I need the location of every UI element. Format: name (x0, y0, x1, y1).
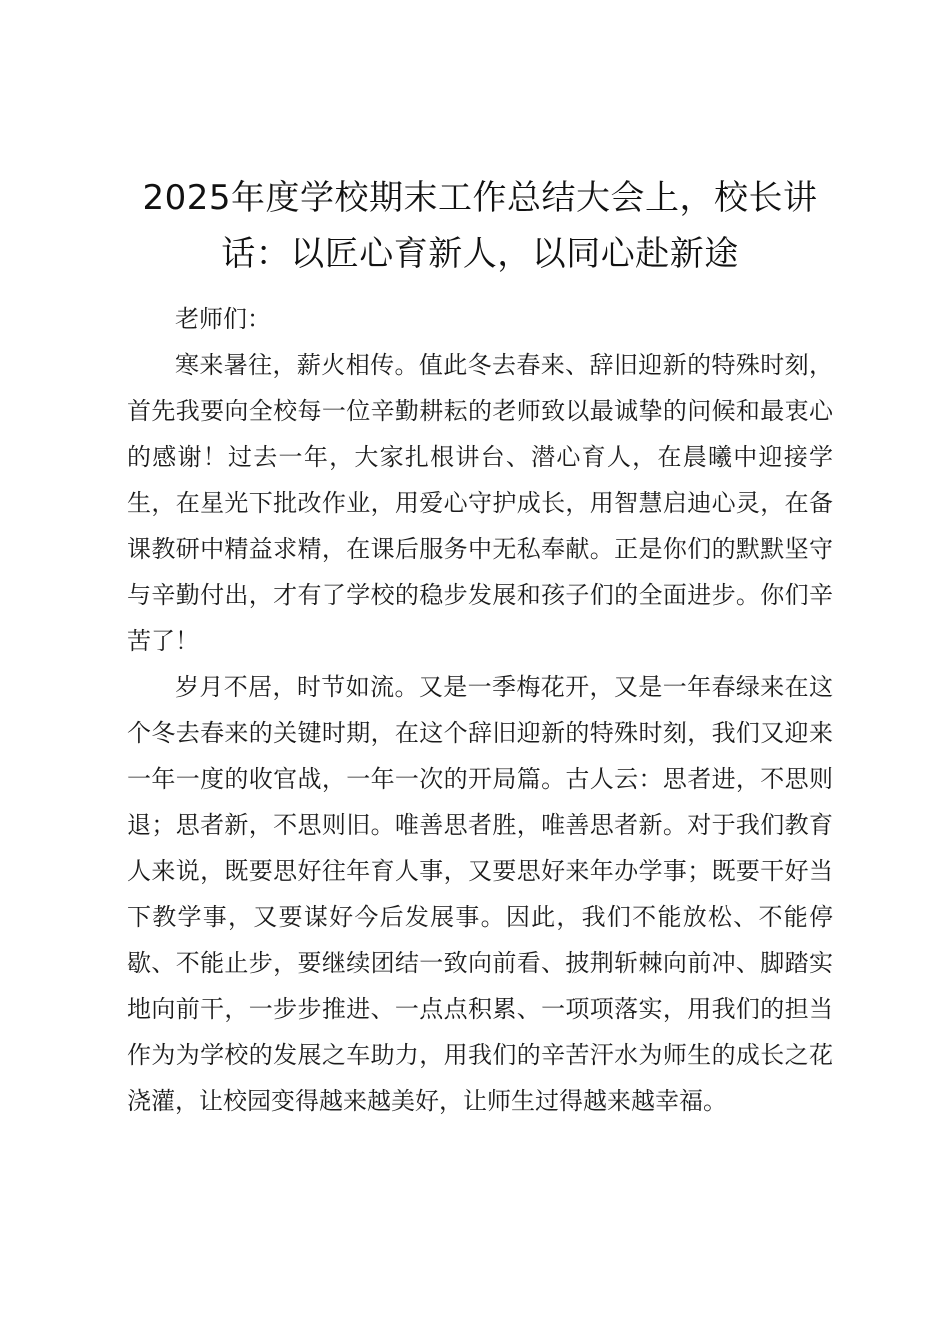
paragraph-1: 寒来暑往，薪火相传。值此冬去春来、辞旧迎新的特殊时刻，首先我要向全校每一位辛勤耕耘的老师致以最诚挚的问候和最衷心的感谢！过去一年，大家扎根讲台、潜心育人，在晨曦中迎接学生，在星光下批改作业，用爱心守护成长，用智慧启迪心灵，在备课教研中精益求精，在课后服务中无私奉献。正是你们的默默坚守与辛勤付出，才有了学校的稳步发展和孩子们的全面进步。你们辛苦了！ (127, 351, 833, 655)
document-page (127, 170, 833, 1124)
salutation: 老师们： (175, 305, 271, 333)
document-title: 2025年度学校期末工作总结大会上，校长讲话：以匠心育新人，以同心赴新途 (142, 178, 818, 274)
paragraph-2: 岁月不居，时节如流。又是一季梅花开，又是一年春绿来在这个冬去春来的关键时期，在这个辞旧迎新的特殊时刻，我们又迎来一年一度的收官战，一年一次的开局篇。古人云：思者进，不思则退；思者新，不思则旧。唯善思者胜，唯善思者新。对于我们教育人来说，既要思好往年育人事，又要思好来年办学事；既要干好当下教学事，又要谋好今后发展事。因此，我们不能放松、不能停歇、不能止步，要继续团结一致向前看、披荆斩棘向前冲、脚踏实地向前干，一步步推进、一点点积累、一项项落实，用我们的担当作为为学校的发展之车助力，用我们的辛苦汗水为师生的成长之花浇灌，让校园变得越来越美好，让师生过得越来越幸福。 (127, 673, 833, 1115)
